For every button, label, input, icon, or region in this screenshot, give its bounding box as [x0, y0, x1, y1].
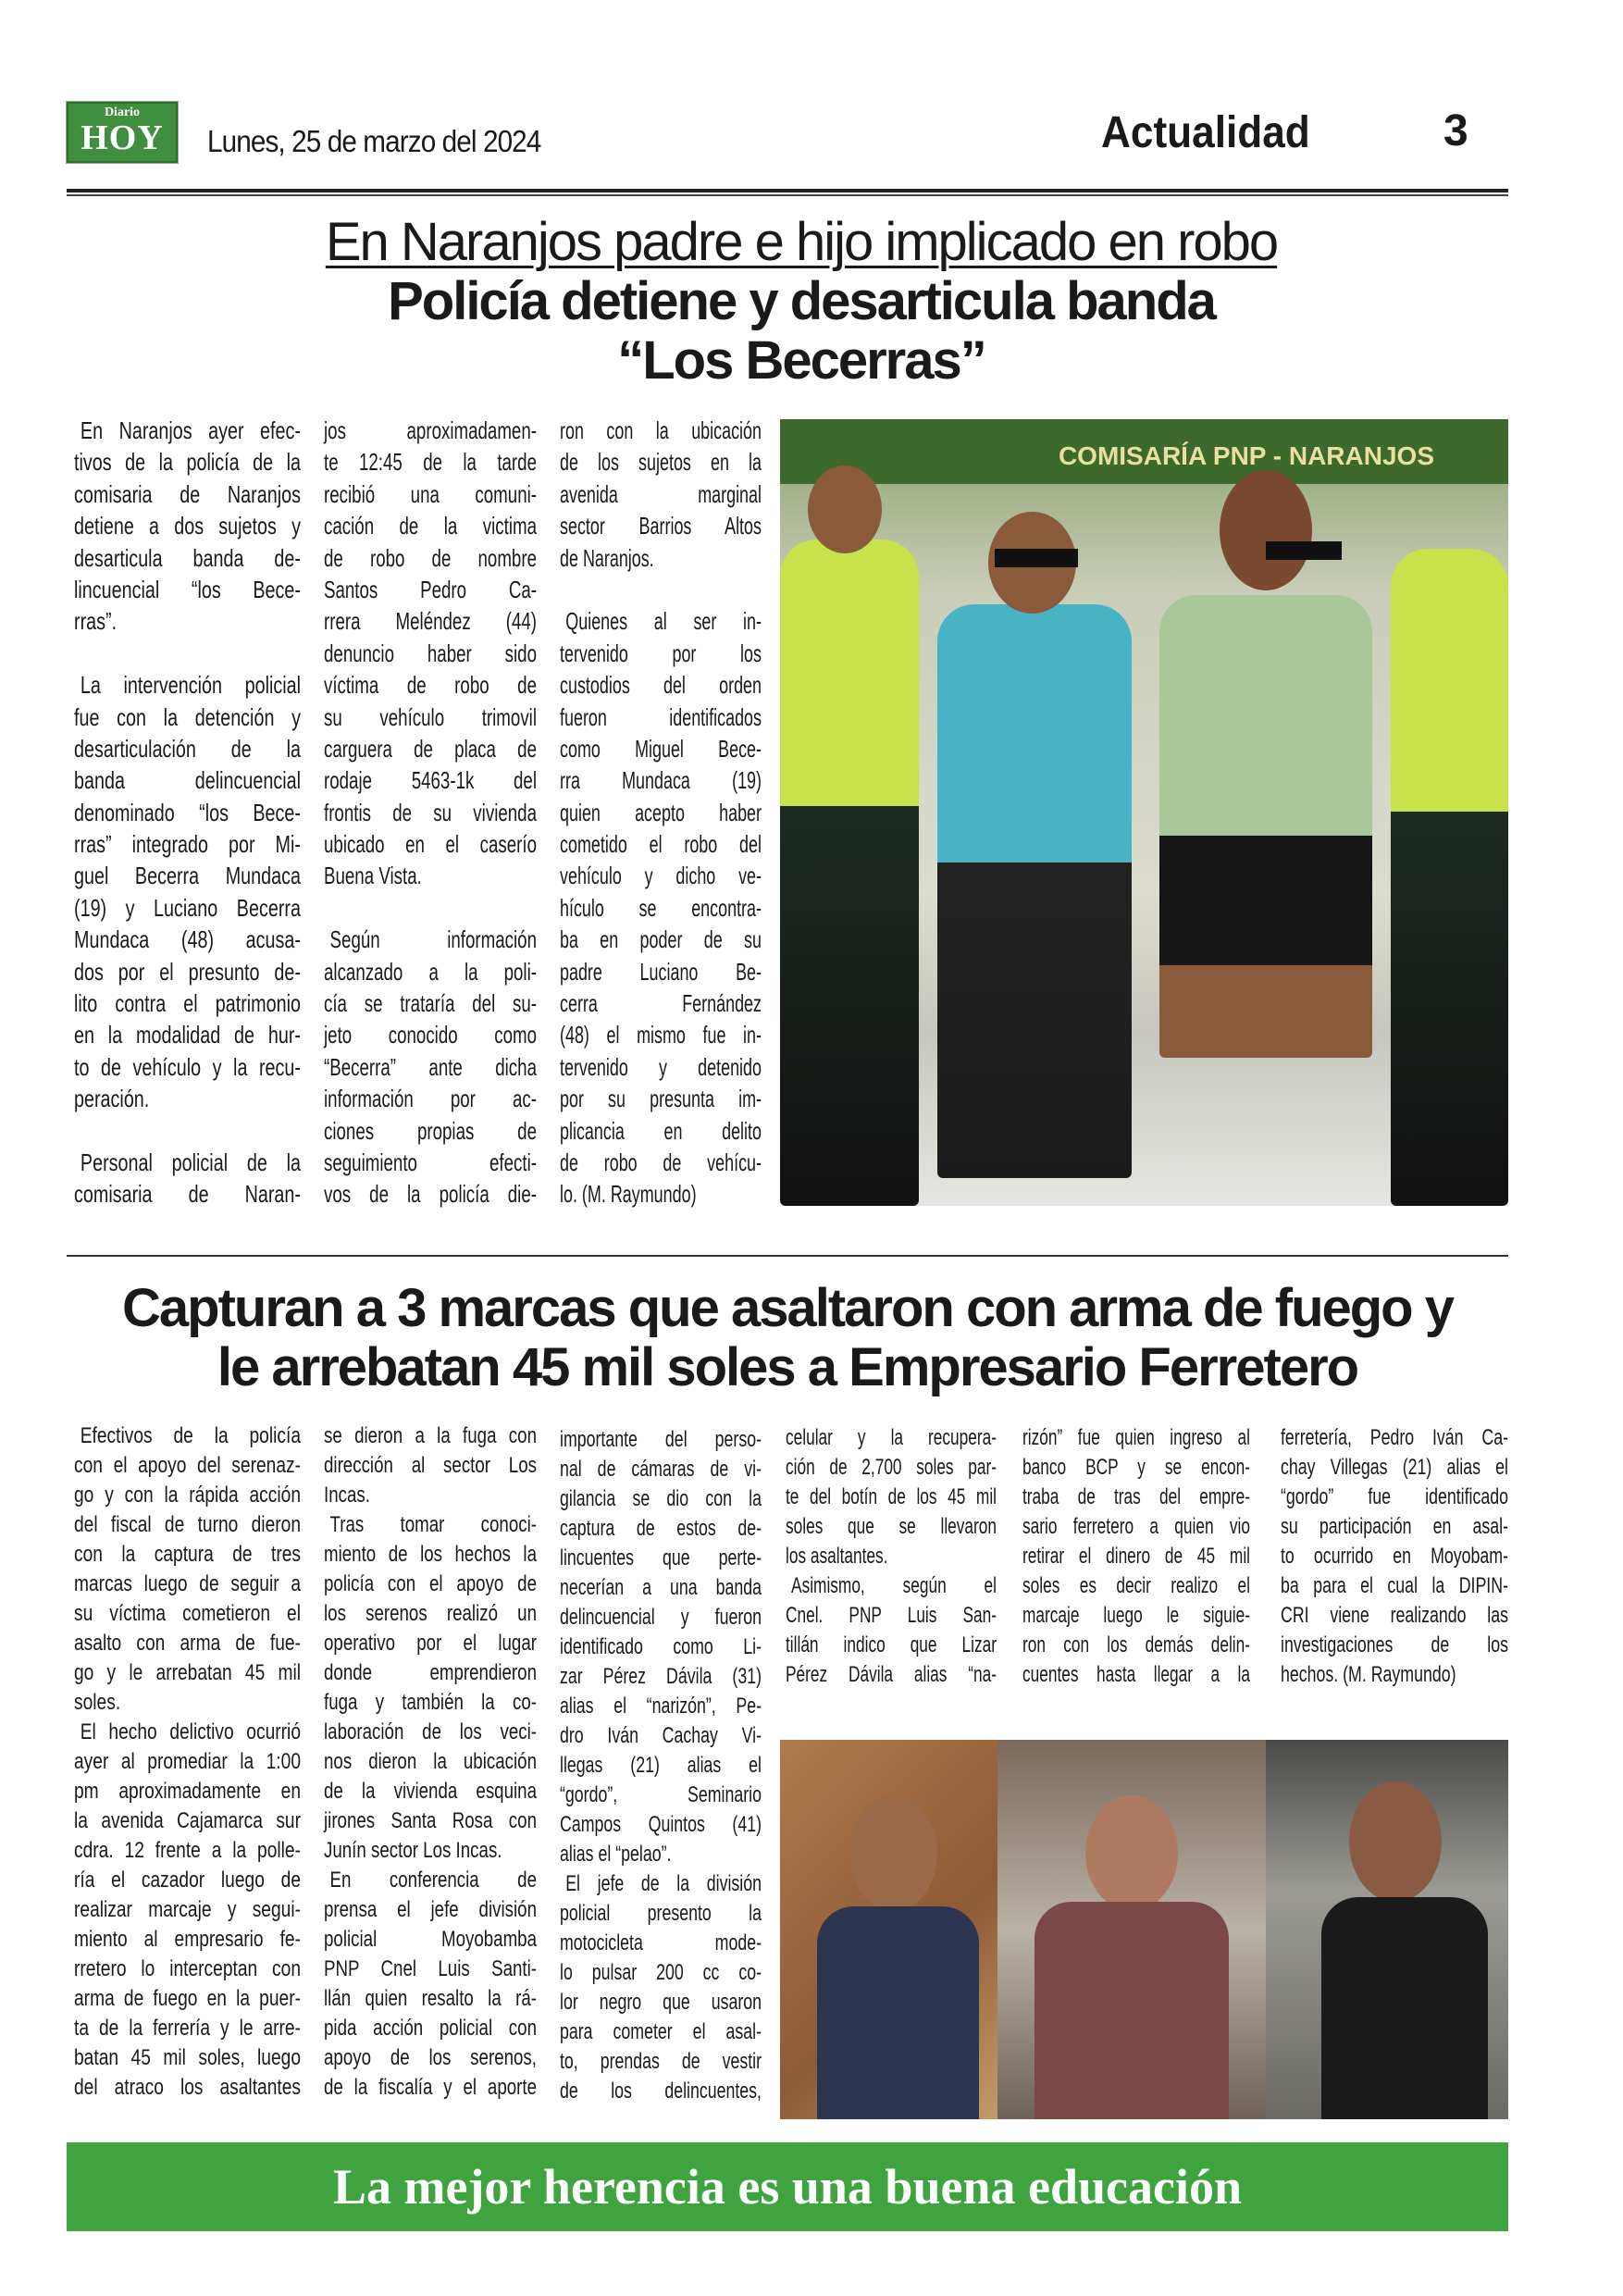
article2-column-4	[786, 1423, 997, 1690]
text-line: cometido el robo del	[560, 830, 762, 859]
text-line: hículo se encontra-	[560, 893, 762, 922]
text-line: sario ferretero a quien vio	[1022, 1514, 1250, 1539]
text-line: los serenos realizó un	[324, 1601, 537, 1626]
text-line: identificado como Li-	[560, 1634, 762, 1659]
text-line: lo. (M. Raymundo)	[560, 1180, 697, 1209]
text-line: ría el cazador luego de	[74, 1868, 301, 1893]
suspect-photo-2	[997, 1740, 1266, 2119]
text-line: vos de la policía die-	[324, 1180, 537, 1209]
text-line: tillán indico que Lizar	[786, 1632, 997, 1657]
text-line: ron con los demás delin-	[1022, 1632, 1250, 1657]
text-line: Pérez Dávila alias “na-	[786, 1662, 997, 1687]
text-line: ferretería, Pedro Iván Ca-	[1281, 1425, 1508, 1450]
paragraph-gap	[74, 638, 301, 669]
text-line: alias el “narizón”, Pe-	[560, 1694, 762, 1719]
text-line: “gordo”, Seminario	[560, 1782, 762, 1807]
article2-column-6	[1281, 1423, 1508, 1690]
text-line: rra Mundaca (19)	[560, 766, 762, 795]
paragraph-gap	[74, 1115, 301, 1147]
text-line: La intervención policial	[80, 671, 301, 700]
text-line: banda delincuencial	[74, 766, 301, 795]
column-text	[74, 415, 301, 1210]
article2-column-5	[1022, 1423, 1250, 1690]
text-line: víctima de robo de	[324, 671, 537, 700]
photo-sign-text: COMISARÍA PNP - NARANJOS	[780, 419, 1508, 484]
text-line: denominado “los Bece-	[74, 798, 301, 826]
text-line: donde emprendieron	[324, 1660, 537, 1685]
text-line: to, prendas de vestir	[560, 2049, 762, 2074]
text-line: avenida marginal	[560, 479, 762, 508]
text-line: guel Becerra Mundaca	[74, 862, 301, 890]
column-text	[786, 1423, 997, 1690]
text-line: Según información	[329, 925, 537, 954]
article1-headline-line1: Policía detiene y desarticula banda	[388, 271, 1215, 331]
police-officer-left	[780, 540, 919, 1206]
article1-kicker: En Naranjos padre e hijo implicado en robo	[325, 212, 1278, 272]
text-line: lincuencial “los Bece-	[74, 575, 301, 603]
text-line: CRI viene realizando las	[1281, 1603, 1508, 1628]
text-line: policial Moyobamba	[324, 1927, 537, 1952]
text-line: cación de la victima	[324, 512, 537, 540]
text-line: llegas (21) alias el	[560, 1753, 762, 1778]
text-line: realizar marcaje y segui-	[74, 1897, 301, 1922]
paragraph-gap	[324, 892, 537, 924]
text-line: Quienes al ser in-	[565, 607, 762, 636]
article1-column-1	[74, 415, 301, 1210]
text-line: de robo de vehícu-	[560, 1148, 762, 1176]
text-line: fuga y también la co-	[324, 1690, 537, 1715]
text-line: laboración de los veci-	[324, 1719, 537, 1744]
article2-column-3	[560, 1425, 762, 2106]
column-text	[1281, 1423, 1508, 1690]
text-line: go y con la rápida acción	[74, 1483, 301, 1508]
text-line: información por ac-	[324, 1085, 537, 1113]
text-line: gilancia se dio con la	[560, 1486, 762, 1511]
text-line: Buena Vista.	[324, 862, 422, 890]
text-line: ba en poder de su	[560, 925, 762, 954]
text-line: lor negro que usaron	[560, 1990, 762, 2015]
text-line: Cnel. PNP Luis San-	[786, 1603, 997, 1628]
footer-slogan: La mejor herencia es una buena educación	[332, 2159, 1243, 2215]
column-text	[324, 1421, 537, 2103]
text-line: “gordo” fue identificado	[1281, 1484, 1508, 1509]
text-line: rrera Meléndez (44)	[324, 607, 537, 636]
text-line: batan 45 mil soles, luego	[74, 2045, 301, 2070]
text-line: dos por el presunto de-	[74, 957, 301, 986]
text-line: fue con la detención y	[74, 702, 301, 731]
text-line: de los sujetos en la	[560, 448, 762, 477]
text-line: Personal policial de la	[80, 1148, 301, 1176]
text-line: marcas luego de seguir a	[74, 1571, 301, 1596]
text-line: comisaria de Naran-	[74, 1180, 301, 1209]
text-line: de la vivienda esquina	[324, 1779, 537, 1804]
text-line: comisaria de Naranjos	[74, 479, 301, 508]
text-line: detiene a dos sujetos y	[74, 512, 301, 540]
column-text	[74, 1421, 301, 2103]
text-line: te 12:45 de la tarde	[324, 448, 537, 477]
column-text	[560, 415, 762, 1210]
column-text	[324, 415, 537, 1210]
text-line: peración.	[74, 1085, 150, 1113]
text-line: vehículo y dicho ve-	[560, 862, 762, 890]
text-line: seguimiento efecti-	[324, 1148, 537, 1176]
text-line: jos aproximadamen-	[324, 416, 537, 444]
text-line: con el apoyo del serenaz-	[74, 1453, 301, 1478]
text-line: cía se trataría del su-	[324, 989, 537, 1018]
text-line: su vehículo trimovil	[324, 702, 537, 731]
text-line: “Becerra” ante dicha	[324, 1052, 537, 1081]
footer-slogan-banner	[67, 2142, 1508, 2231]
text-line: llán quien resalto la rá-	[324, 1986, 537, 2011]
text-line: soles.	[74, 1690, 121, 1715]
text-line: ta de la ferrería y le arre-	[74, 2016, 301, 2041]
text-line: para cometer el asal-	[560, 2019, 762, 2044]
text-line: arma de fuego en la puer-	[74, 1986, 301, 2011]
text-line: tervenido por los	[560, 639, 762, 667]
header-divider-thin	[67, 194, 1508, 196]
text-line: alcanzado a la poli-	[324, 957, 537, 986]
text-line: traba de tras del empre-	[1022, 1484, 1250, 1509]
text-line: chay Villegas (21) alias el	[1281, 1455, 1508, 1480]
text-line: tervenido y detenido	[560, 1052, 762, 1081]
text-line: El jefe de la división	[565, 1871, 762, 1896]
text-line: delincuencial y fueron	[560, 1605, 762, 1630]
text-line: carguera de placa de	[324, 734, 537, 763]
text-line: pm aproximadamente en	[74, 1779, 301, 1804]
text-line: dro Iván Cachay Vi-	[560, 1723, 762, 1748]
text-line: rras” integrado por Mi-	[74, 830, 301, 859]
article1-headline-line2: “Los Becerras”	[617, 330, 985, 391]
face-censor-bar	[1266, 541, 1342, 560]
article-divider	[67, 1255, 1508, 1257]
article2-headline-line2: le arrebatan 45 mil soles a Empresario Ferretero	[217, 1337, 1358, 1397]
text-line: los asaltantes.	[786, 1544, 888, 1569]
text-line: de Naranjos.	[560, 543, 654, 572]
face-censor-bar	[995, 549, 1078, 567]
column-text	[1022, 1423, 1250, 1690]
text-line: soles es decir realizo el	[1022, 1573, 1250, 1598]
text-line: motocicleta mode-	[560, 1930, 762, 1955]
text-line: operativo por el lugar	[324, 1631, 537, 1656]
text-line: jeto conocido como	[324, 1021, 537, 1049]
text-line: rodaje 5463-1k del	[324, 766, 537, 795]
text-line: sector Barrios Altos	[560, 512, 762, 540]
text-line: tivos de la policía de la	[74, 448, 301, 477]
issue-date: Lunes, 25 de marzo del 2024	[207, 124, 541, 158]
text-line: (19) y Luciano Becerra	[74, 893, 301, 922]
text-line: ciones propias de	[324, 1116, 537, 1145]
police-officer-right	[1391, 549, 1508, 1206]
text-line: ubicado en el caserío	[324, 830, 537, 859]
text-line: desarticula banda de-	[74, 543, 301, 572]
text-line: ba para el cual la DIPIN-	[1281, 1573, 1508, 1598]
text-line: miento al empresario fe-	[74, 1927, 301, 1952]
article2-headline-line1: Capturan a 3 marcas que asaltaron con arma de fuego y	[122, 1278, 1453, 1338]
text-line: Santos Pedro Ca-	[324, 575, 537, 603]
text-line: Campos Quintos (41)	[560, 1812, 762, 1837]
text-line: cdra. 12 frente a la polle-	[74, 1838, 301, 1863]
text-line: ción de 2,700 soles par-	[786, 1455, 997, 1480]
text-line: go y le arrebatan 45 mil	[74, 1660, 301, 1685]
text-line: banco BCP y se encon-	[1022, 1455, 1250, 1480]
text-line: de la fiscalía y el aporte	[324, 2075, 537, 2100]
text-line: del fiscal de turno dieron	[74, 1512, 301, 1537]
text-line: en la modalidad de hur-	[74, 1021, 301, 1049]
text-line: Mundaca (48) acusa-	[74, 925, 301, 954]
officer-head	[808, 465, 882, 553]
text-line: cerra Fernández	[560, 989, 762, 1018]
text-line: como Miguel Bece-	[560, 734, 762, 763]
article2-column-2	[324, 1421, 537, 2103]
text-line: se dieron a la fuga con	[324, 1423, 537, 1448]
logo-top-text: Diario	[104, 105, 141, 119]
detainee-son	[1159, 595, 1372, 1058]
text-line: alias el “pelao”.	[560, 1842, 672, 1867]
text-line: del atraco los asaltantes	[74, 2075, 301, 2100]
logo-main-text: HOY	[81, 118, 164, 157]
text-line: En conferencia de	[329, 1868, 537, 1893]
text-line: Junín sector Los Incas.	[324, 1838, 502, 1863]
text-line: celular y la recupera-	[786, 1425, 997, 1450]
text-line: investigaciones de los	[1281, 1632, 1508, 1657]
text-line: pida acción policial con	[324, 2016, 537, 2041]
text-line: rizón” fue quien ingreso al	[1022, 1425, 1250, 1450]
text-line: Efectivos de la policía	[80, 1423, 302, 1448]
text-line: asalto con arma de fue-	[74, 1631, 301, 1656]
text-line: de robo de nombre	[324, 543, 537, 572]
text-line: nal de cámaras de vi-	[560, 1457, 762, 1482]
text-line: rretero lo interceptan con	[74, 1956, 301, 1981]
text-line: su participación en asal-	[1281, 1514, 1508, 1539]
text-line: En Naranjos ayer efec-	[80, 416, 301, 444]
text-line: fueron identificados	[560, 702, 762, 731]
text-line: quien acepto haber	[560, 798, 762, 826]
article1-photo-detainees	[780, 419, 1508, 1206]
article1-column-2	[324, 415, 537, 1210]
text-line: lincuentes que perte-	[560, 1545, 762, 1570]
text-line: Incas.	[324, 1483, 370, 1508]
text-line: denuncio haber sido	[324, 639, 537, 667]
text-line: marcaje luego le siguie-	[1022, 1603, 1250, 1628]
suspect-photo-3	[1266, 1740, 1508, 2119]
text-line: hechos. (M. Raymundo)	[1281, 1662, 1456, 1687]
text-line: desarticulación de la	[74, 734, 301, 763]
text-line: prensa el jefe división	[324, 1897, 537, 1922]
newspaper-logo	[67, 102, 178, 163]
text-line: cuentes hasta llegar a la	[1022, 1662, 1250, 1687]
text-line: zar Pérez Dávila (31)	[560, 1664, 762, 1689]
article2-photos	[780, 1740, 1508, 2119]
text-line: soles que se llevaron	[786, 1514, 997, 1539]
text-line: su víctima cometieron el	[74, 1601, 301, 1626]
suspect-photo-1	[780, 1740, 997, 2119]
text-line: Tras tomar conoci-	[329, 1512, 537, 1537]
text-line: retirar el dinero de 45 mil	[1022, 1544, 1250, 1569]
detainee-father	[937, 604, 1132, 1178]
section-title: Actualidad	[1101, 108, 1310, 157]
text-line: PNP Cnel Luis Santi-	[324, 1956, 537, 1981]
column-text	[560, 1425, 762, 2106]
text-line: ron con la ubicación	[560, 416, 762, 444]
article2-column-1	[74, 1421, 301, 2103]
article1-column-3	[560, 415, 762, 1210]
text-line: frontis de su vivienda	[324, 798, 537, 826]
page-number: 3	[1443, 106, 1468, 155]
paragraph-gap	[560, 574, 762, 605]
text-line: (48) el mismo fue in-	[560, 1021, 762, 1049]
text-line: necerían a una banda	[560, 1575, 762, 1600]
text-line: policial presento la	[560, 1901, 762, 1926]
text-line: de los delincuentes,	[560, 2079, 762, 2104]
text-line: rras”.	[74, 607, 118, 636]
text-line: te del botín de los 45 mil	[786, 1484, 997, 1509]
header-divider	[67, 189, 1508, 192]
text-line: por su presunta im-	[560, 1085, 762, 1113]
text-line: apoyo de los serenos,	[324, 2045, 537, 2070]
text-line: to de vehículo y la recu-	[74, 1052, 301, 1081]
text-line: lo pulsar 200 cc co-	[560, 1960, 762, 1985]
text-line: nos dieron la ubicación	[324, 1749, 537, 1774]
text-line: captura de estos de-	[560, 1516, 762, 1541]
text-line: Asimismo, según el	[791, 1573, 997, 1598]
text-line: policía con el apoyo de	[324, 1571, 537, 1596]
text-line: lito contra el patrimonio	[74, 989, 301, 1018]
text-line: la avenida Cajamarca sur	[74, 1808, 301, 1833]
text-line: recibió una comuni-	[324, 479, 537, 508]
text-line: con la captura de tres	[74, 1542, 301, 1567]
text-line: El hecho delictivo ocurrió	[80, 1719, 302, 1744]
text-line: to ocurrido en Moyobam-	[1281, 1544, 1508, 1569]
text-line: jirones Santa Rosa con	[324, 1808, 537, 1833]
text-line: plicancia en delito	[560, 1116, 762, 1145]
text-line: padre Luciano Be-	[560, 957, 762, 986]
text-line: ayer al promediar la 1:00	[74, 1749, 301, 1774]
text-line: custodios del orden	[560, 671, 762, 700]
text-line: dirección al sector Los	[324, 1453, 537, 1478]
text-line: importante del perso-	[560, 1427, 762, 1452]
text-line: miento de los hechos la	[324, 1542, 537, 1567]
detainee-son-head	[1220, 470, 1312, 590]
